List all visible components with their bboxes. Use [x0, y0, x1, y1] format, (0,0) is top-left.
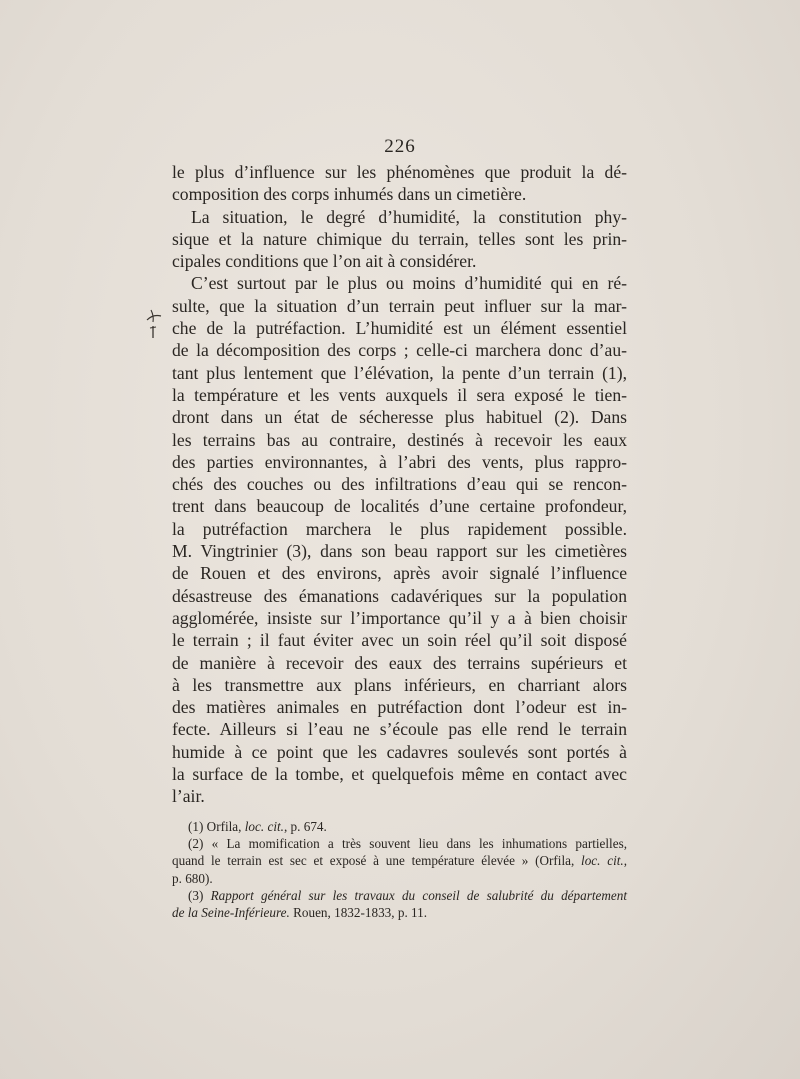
body-line: composition des corps inhumés dans un cimetière.: [172, 184, 527, 205]
body-text: [172, 161, 627, 808]
footnote-1-italic: loc. cit.: [244, 819, 284, 834]
body-line: humide à ce point que les cadavres soulevés sont portés à: [172, 741, 627, 762]
footnote-2-tail: ,: [623, 853, 627, 869]
footnote-3-italic: Rapport général sur les travaux du conseil de salubrité du département: [210, 887, 627, 903]
body-line: la putréfaction marchera le plus rapidement possible.: [172, 518, 627, 539]
body-line: dront dans un état de sécheresse plus habituel (2). Dans: [172, 407, 627, 428]
body-line: de Rouen et des environs, après avoir signalé l’influence: [172, 563, 627, 584]
body-line: l’air.: [172, 786, 205, 807]
body-line: La situation, le degré d’humidité, la constitution phy-: [191, 206, 627, 227]
footnote-2-line-1: (2) « La momification a très souvent lieu dans les inhumations partielles,: [188, 836, 627, 852]
footnote-3-line-1: [172, 887, 627, 904]
body-line: C’est surtout par le plus ou moins d’humidité qui en ré-: [191, 273, 627, 294]
body-line: désastreuse des émanations cadavériques sur la population: [172, 585, 627, 606]
footnote-2-italic: loc. cit.: [581, 853, 624, 869]
footnote-2-line-2: [172, 852, 627, 869]
body-line: tant plus lentement que l’élévation, la pente d’un terrain (1),: [172, 362, 627, 383]
margin-annotation-mark: [143, 304, 165, 344]
body-line: la température et les vents auxquels il sera exposé le tien-: [172, 384, 627, 405]
body-line: M. Vingtrinier (3), dans son beau rapport sur les cimetières: [172, 541, 627, 562]
body-line: trent dans beaucoup de localités d’une certaine profondeur,: [172, 496, 627, 517]
footnote-2-line-3: p. 680).: [172, 870, 213, 886]
body-line: che de la putréfaction. L’humidité est un élément essentiel: [172, 318, 627, 339]
body-line: le plus d’influence sur les phénomènes que produit la dé-: [172, 162, 627, 182]
footnotes: [172, 818, 627, 921]
footnote-1-text: (1) Orfila,: [188, 819, 245, 834]
footnote-2-text: quand le terrain est sec et exposé à une température élevée » (Orfila,: [172, 853, 582, 869]
body-line: des matières animales en putréfaction dont l’odeur est in-: [172, 697, 627, 718]
body-line: cipales conditions que l’on ait à considérer.: [172, 251, 477, 272]
body-line: fecte. Ailleurs si l’eau ne s’écoule pas elle rend le terrain: [172, 719, 627, 740]
page-number: 226: [384, 136, 416, 157]
body-line: sulte, que la situation d’un terrain peut influer sur la mar-: [172, 295, 627, 316]
body-line: des parties environnantes, à l’abri des vents, plus rappro-: [172, 451, 627, 472]
footnote-3-italic-cont: de la Seine-Inférieure.: [172, 904, 290, 920]
body-line: de la décomposition des corps ; celle-ci marchera donc d’au-: [172, 340, 627, 361]
footnote-3-tail: Rouen, 1832-1833, p. 11.: [289, 904, 428, 920]
body-line: agglomérée, insiste sur l’importance qu’il y a à bien choisir: [172, 607, 627, 628]
body-line: le terrain ; il faut éviter avec un soin réel qu’il soit disposé: [172, 630, 627, 651]
footnote-3-text: (3): [188, 887, 211, 903]
footnote-1-tail: , p. 674.: [283, 819, 327, 834]
body-line: les terrains bas au contraire, destinés à recevoir les eaux: [172, 429, 627, 450]
body-line: de manière à recevoir des eaux des terrains supérieurs et: [172, 652, 627, 673]
footnote-3-line-2: [172, 904, 627, 921]
body-line: sique et la nature chimique du terrain, telles sont les prin-: [172, 228, 627, 249]
body-line: à les transmettre aux plans inférieurs, en charriant alors: [172, 674, 627, 695]
body-line: la surface de la tombe, et quelquefois même en contact avec: [172, 764, 627, 785]
body-line: chés des couches ou des infiltrations d’eau qui se rencon-: [172, 474, 627, 495]
footnote-1: [172, 818, 627, 835]
